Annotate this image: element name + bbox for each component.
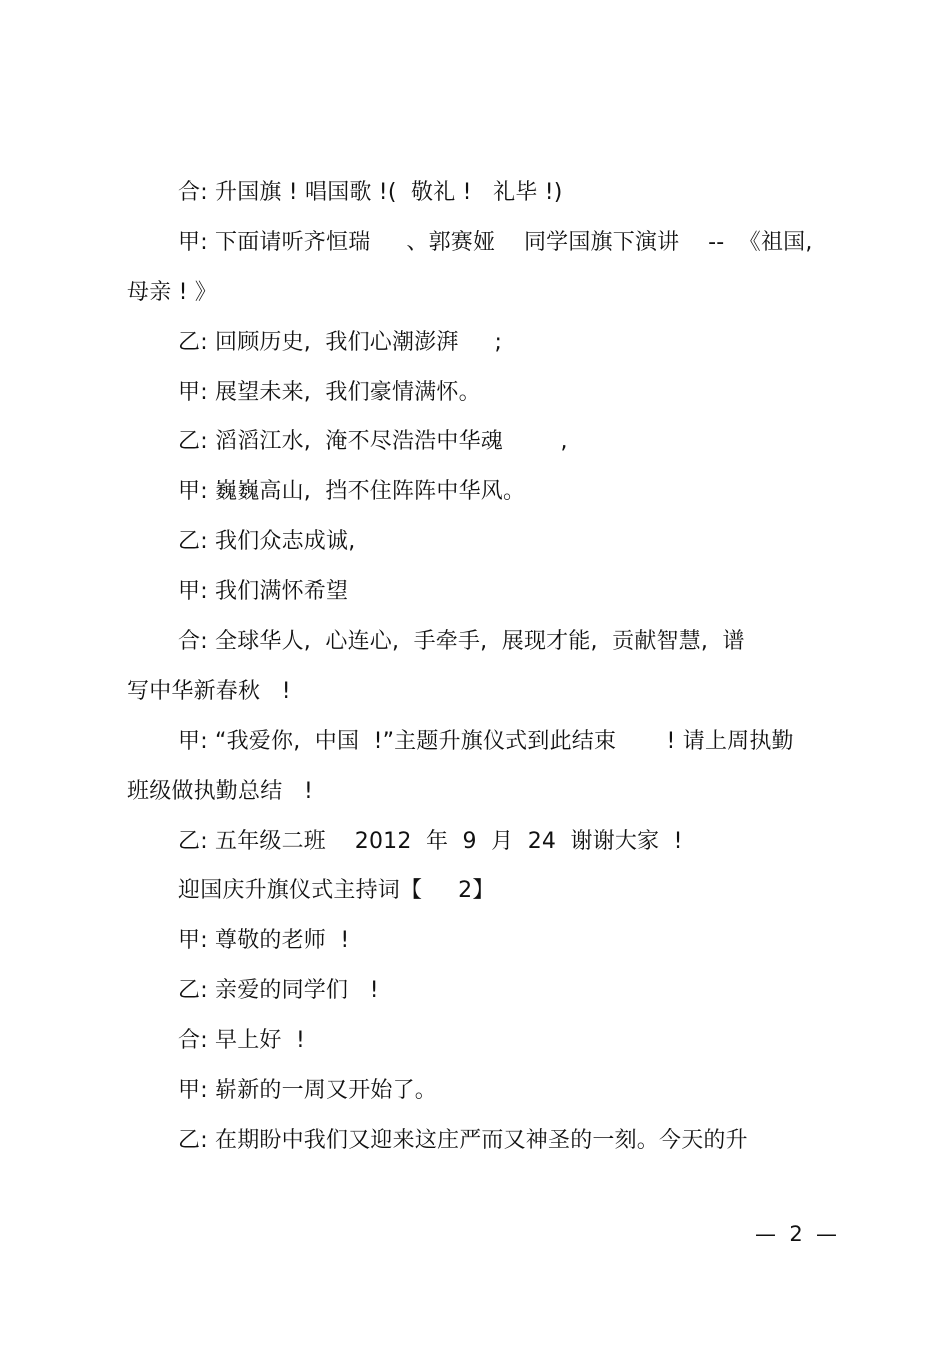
text-line: 甲: 我们满怀希望	[178, 579, 349, 605]
text-line: 母亲 ! 》	[127, 279, 218, 305]
text-line: 乙: 亲爱的同学们 !	[178, 978, 379, 1004]
text-line: 甲: 崭新的一周又开始了。	[178, 1078, 438, 1104]
text-line: 乙: 在期盼中我们又迎来这庄严而又神圣的一刻。今天的升	[178, 1127, 748, 1153]
text-line: 乙: 五年级二班 2012 年 9 月 24 谢谢大家 !	[178, 828, 683, 854]
text-line: 合: 升国旗 ! 唱国歌 !( 敬礼 ! 礼毕 !)	[178, 180, 563, 205]
text-line: 甲: 下面请听齐恒瑞 、郭赛娅 同学国旗下演讲 -- 《祖国,	[178, 229, 813, 255]
text-line: 乙: 滔滔江水, 淹不尽浩浩中华魂 ,	[178, 429, 568, 455]
page-number: — 2 —	[755, 1222, 838, 1246]
text-line: 合: 全球华人, 心连心, 手牵手, 展现才能, 贡献智慧, 谱	[178, 629, 745, 655]
text-line: 班级做执勤总结 !	[127, 778, 313, 804]
text-line: 甲: 巍巍高山, 挡不住阵阵中华风。	[178, 479, 526, 505]
text-line: 写中华新春秋 !	[127, 678, 291, 704]
section-heading: 迎国庆升旗仪式主持词【 2】	[178, 878, 495, 904]
text-line: 甲: 尊敬的老师 !	[178, 928, 350, 954]
text-line: 甲: “我爱你, 中国 !”主题升旗仪式到此结束 ! 请上周执勤	[178, 728, 794, 754]
text-line: 乙: 我们众志成诚,	[178, 529, 356, 555]
text-line: 甲: 展望未来, 我们豪情满怀。	[178, 379, 481, 405]
text-line: 合: 早上好 !	[178, 1028, 306, 1054]
text-line: 乙: 回顾历史, 我们心潮澎湃 ;	[178, 329, 503, 355]
document-body	[127, 168, 827, 1166]
